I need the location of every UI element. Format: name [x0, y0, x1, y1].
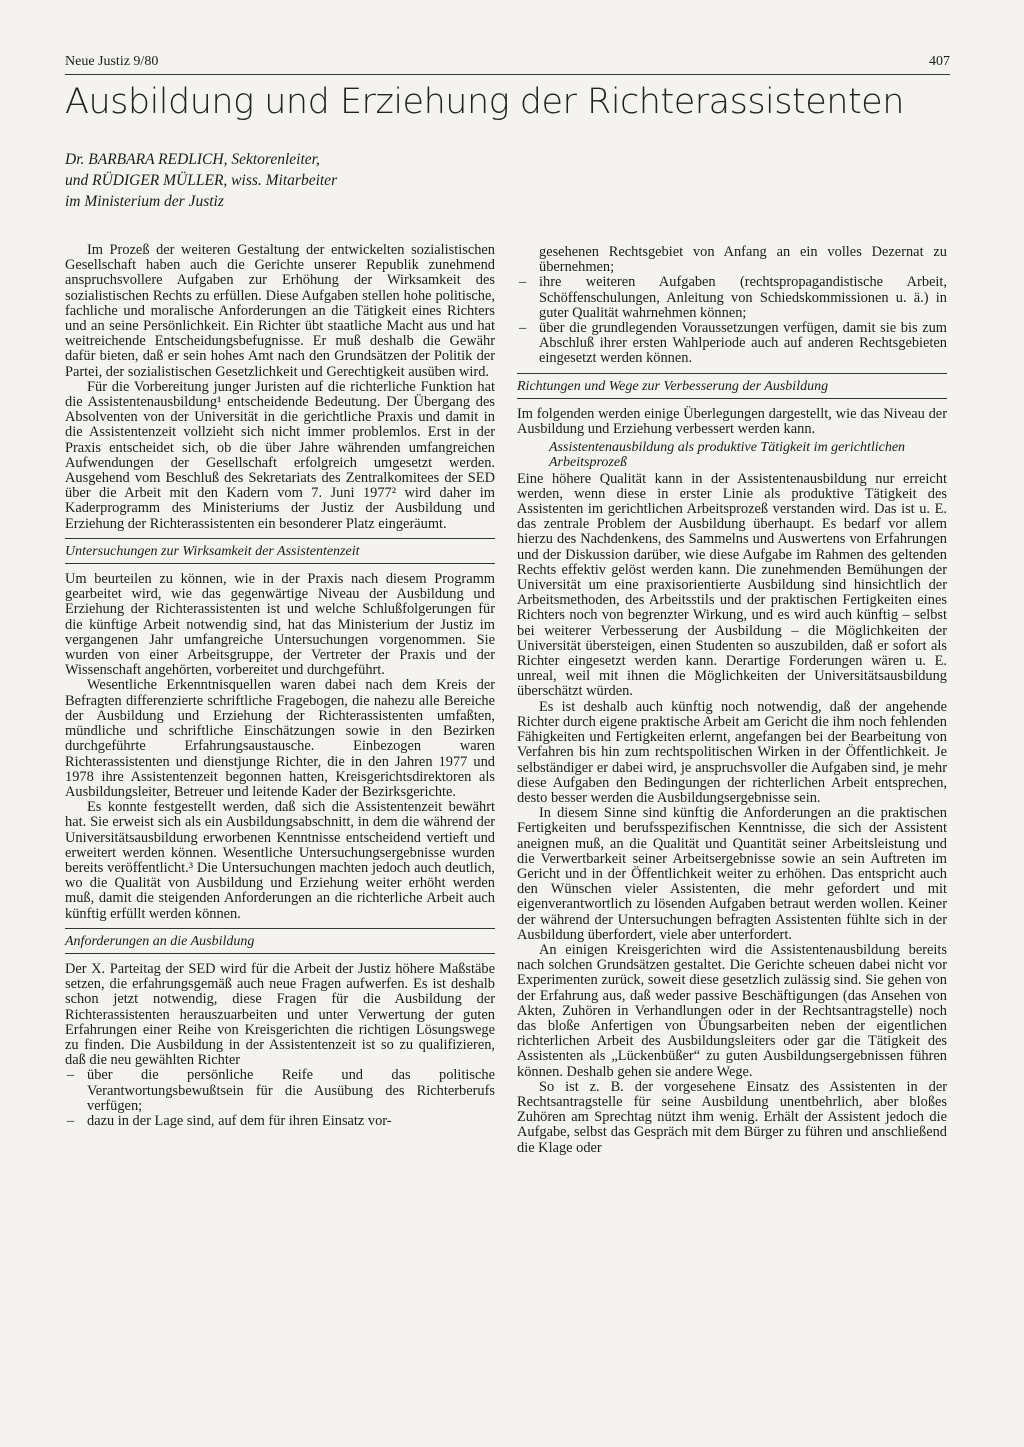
right-column [517, 245, 947, 1156]
author-line-3: im Ministerium der Justiz [65, 193, 224, 210]
paragraph: Eine höhere Qualität kann in der Assistentenausbildung nur erreicht werden, wenn diese in erster Linie als produktive Tätigkeit des Assistenten im gerichtlichen Arbeitsprozeß verstanden wird. Das ist u. E. das zentrale Problem der Ausbildung überhaupt. Es bedarf vor allem hierzu des Nachdenkens, des Sammelns und Auswertens von Erfahrungen und der Diskussion darüber, wie diese Aufgabe im Rahmen des geltenden Rechts effektiv gelöst werden kann. Die zunehmenden Bemühungen der Universität um eine praxisorientierte Ausbildung sind hinsichtlich der Arbeitsmethoden, des Arbeitsstils und der praktischen Fertigkeiten eines Richters noch von begrenzter Wirkung, und es wird auch künftig – selbst bei weiterer Verbesserung der Ausbildung – die Möglichkeiten der Universität übersteigen, einen Studenten so auszubilden, daß er sofort als Richter eingesetzt werden kann. Derartige Forderungen wären u. E. unreal, weil mit ihnen die Möglichkeiten der Universitätsausbildung überschätzt würden. [517, 470, 947, 700]
section-heading: Richtungen und Wege zur Verbesserung der Ausbildung [517, 373, 947, 399]
paragraph: In diesem Sinne sind künftig die Anforderungen an die praktischen Fertigkeiten und berufsspezifischen Kenntnisse, die sich der Assistent aneignen muß, an die Qualität und Quantität seiner Arbeitsleistung und die Verwertbarkeit seiner Arbeitsergebnisse sowie an sein Auftreten im Gericht und in der Öffentlichkeit weiter zu erhöhen. Das entspricht auch den Wünschen vieler Assistenten, die mehr gefordert und mit eigenverantwortlich zu lösenden Aufgaben betraut werden wollen. Keiner der während der Untersuchungen befragten Assistenten fühlte sich in der Ausbildung überfordert, viele aber unterfordert. [517, 805, 947, 943]
section-heading: Anforderungen an die Ausbildung [65, 928, 495, 954]
author-block [65, 149, 337, 212]
paragraph: So ist z. B. der vorgesehene Einsatz des Assistenten in der Rechtsantragstelle für seine Ausbildung unentbehrlich, aber bloßes Zuhören am Sprechtag nützt ihm wenig. Erhält der Assistent jedoch die Aufgabe, selbst das Gespräch mit dem Bürger zu führen und anschließend die Klage oder [517, 1078, 947, 1156]
list-item: – ihre weiteren Aufgaben (rechtspropagandistische Arbeit, Schöffenschulungen, Anleitung von Schiedskommissionen u. ä.) in guter Qualität wahrnehmen können; [517, 275, 947, 321]
list-item: – dazu in der Lage sind, auf dem für ihren Einsatz vor- [65, 1114, 495, 1129]
requirements-list-continued [517, 245, 947, 367]
subsection-heading: Assistentenausbildung als produktive Tätigkeit im gerichtlichen Arbeitsprozeß [549, 440, 906, 471]
author-line-2: und RÜDIGER MÜLLER, wiss. Mitarbeiter [65, 172, 338, 189]
paragraph: Im folgenden werden einige Überlegungen dargestellt, wie das Niveau der Ausbildung und Erziehung verbessert werden kann. [517, 405, 947, 438]
paragraph: Es konnte festgestellt werden, daß sich die Assistentenzeit bewährt hat. Sie erweist sich als ein Ausbildungsabschnitt, in dem die während der Universitätsausbildung erworbenen Kenntnisse entscheidend vertieft und erweitert werden können. Wesentliche Untersuchungsergebnisse wurden bereits veröffentlicht.³ Die Untersuchungen machten jedoch auch deutlich, wo die Qualität von Ausbildung und Erziehung weiter erhöht werden muß, damit die steigenden Anforderungen an die richterliche Arbeit auch künftig erfüllt werden können. [65, 799, 495, 922]
article-title: Ausbildung und Erziehung der Richterassistenten [65, 82, 904, 122]
paragraph: Für die Vorbereitung junger Juristen auf die richterliche Funktion hat die Assistentenausbildung¹ entscheidende Bedeutung. Der Übergang des Absolventen von der Universität in die gerichtliche Praxis und damit in die Assistentenzeit vollzieht sich nicht immer problemlos. Erst in der Praxis entscheidet sich, ob die über Jahre währenden umfangreichen Aufwendungen der Gesellschaft erfolgreich umgesetzt werden. Ausgehend vom Beschluß des Sekretariats des Zentralkomitees der SED über die Arbeit mit den Kadern vom 7. Juni 1977² wird daher im Kaderprogramm des Ministeriums der Justiz der Ausbildung und Erziehung der Richterassistenten ein besonderer Platz eingeräumt. [65, 378, 495, 532]
requirements-list [65, 1068, 495, 1129]
list-item: – über die persönliche Reife und das politische Verantwortungsbewußtsein für die Ausübung des Richterberufs verfügen; [65, 1068, 495, 1114]
header-rule [65, 74, 950, 75]
paragraph: An einigen Kreisgerichten wird die Assistentenausbildung bereits nach solchen Grundsätzen gestaltet. Die Gerichte scheuen dabei nicht vor Experimenten zurück, soweit diese gesetzlich zulässig sind. Sie gehen von der Erfahrung aus, daß weder passive Beschäftigungen (das Ansehen von Akten, Zuhören in Verhandlungen oder in der Rechtsantragstelle) noch das bloße Anfertigen von Übungsarbeiten neben der eigentlichen richterlichen Arbeit des Ausbildungsleiters oder gar die Tätigkeit des Assistenten als „Lückenbüßer“ zu guten Ausbildungsergebnissen führen können. Deshalb gehen sie andere Wege. [517, 941, 947, 1080]
paragraph: Um beurteilen zu können, wie in der Praxis nach diesem Programm gearbeitet wird, wie das gegenwärtige Niveau der Ausbildung und Erziehung der Richterassistenten ist und welche Schlußfolgerungen für die künftige Arbeit notwendig sind, hat das Ministerium der Justiz im vergangenen Jahr umfangreiche Untersuchungen vorgenommen. Sie wurden von einer Arbeitsgruppe, der Vertreter der Praxis und der Wissenschaft angehörten, vorbereitet und durchgeführt. [65, 571, 495, 679]
left-column [65, 243, 495, 1129]
page-number: 407 [929, 54, 950, 69]
journal-name: Neue Justiz 9/80 [65, 54, 159, 69]
paragraph: Der X. Parteitag der SED wird für die Arbeit der Justiz höhere Maßstäbe setzen, die erfahrungsgemäß auch neue Fragen aufwerfen. Es ist deshalb schon jetzt notwendig, diese Fragen für die Ausbildung der Richterassistenten herauszuarbeiten und unter Verwertung der guten Erfahrungen einer Reihe von Kreisgerichten die richtigen Lösungswege zu finden. Die Ausbildung in der Assistentenzeit ist so zu qualifizieren, daß die neu gewählten Richter [65, 960, 495, 1069]
running-header [65, 54, 950, 70]
section-heading: Untersuchungen zur Wirksamkeit der Assistentenzeit [65, 538, 495, 564]
list-item: gesehenen Rechtsgebiet von Anfang an ein volles Dezernat zu übernehmen; [539, 244, 947, 276]
paragraph: Im Prozeß der weiteren Gestaltung der entwickelten sozialistischen Gesellschaft haben auch die Gerichte unserer Republik zunehmend anspruchsvollere Aufgaben zur Erhöhung der Wirksamkeit des sozialistischen Rechts zu erfüllen. Diese Aufgaben stellen hohe politische, fachliche und moralische Anforderungen an die Tätigkeit eines Richters und an seine Persönlichkeit. Ein Richter übt staatliche Macht aus und hat weitreichende Entscheidungsbefugnisse. Er muß deshalb die Gewähr dafür bieten, daß er sein hohes Amt nach den Grundsätzen der Politik der Partei, der sozialistischen Gesetzlichkeit und Gerechtigkeit ausüben wird. [65, 242, 495, 380]
list-item: – über die grundlegenden Voraussetzungen verfügen, damit sie bis zum Abschluß ihrer ersten Wahlperiode auch auf anderen Rechtsgebieten eingesetzt werden können. [517, 321, 947, 367]
author-line-1: Dr. BARBARA REDLICH, Sektorenleiter, [65, 151, 320, 168]
paragraph: Wesentliche Erkenntnisquellen waren dabei nach dem Kreis der Befragten differenzierte schriftliche Fragebogen, die nahezu alle Bereiche der Ausbildung und Erziehung der Richterassistenten umfaßten, mündliche und schriftliche Einschätzungen sowie in den Bezirken durchgeführte Erfahrungsaustausche. Einbezogen waren Richterassistenten und dienstjunge Richter, die in den Jahren 1977 und 1978 ihre Assistentenzeit begonnen hatten, Kreisgerichtsdirektoren als Ausbildungsleiter, Betreuer und leitende Kader der Bezirksgerichte. [65, 677, 495, 800]
paragraph: Es ist deshalb auch künftig noch notwendig, daß der angehende Richter durch eigene praktische Arbeit am Gericht die ihm noch fehlenden Fähigkeiten und Fertigkeiten erlernt, angefangen bei der Bearbeitung von Verfahren bis hin zum rechtspolitischen Wirken in der Öffentlichkeit. Je selbständiger er dabei wird, je anspruchsvoller die Aufgaben sind, je mehr diese Aufgaben den Bedingungen der richterlichen Arbeit entsprechen, desto besser werden die Ausbildungsergebnisse sein. [517, 698, 947, 806]
